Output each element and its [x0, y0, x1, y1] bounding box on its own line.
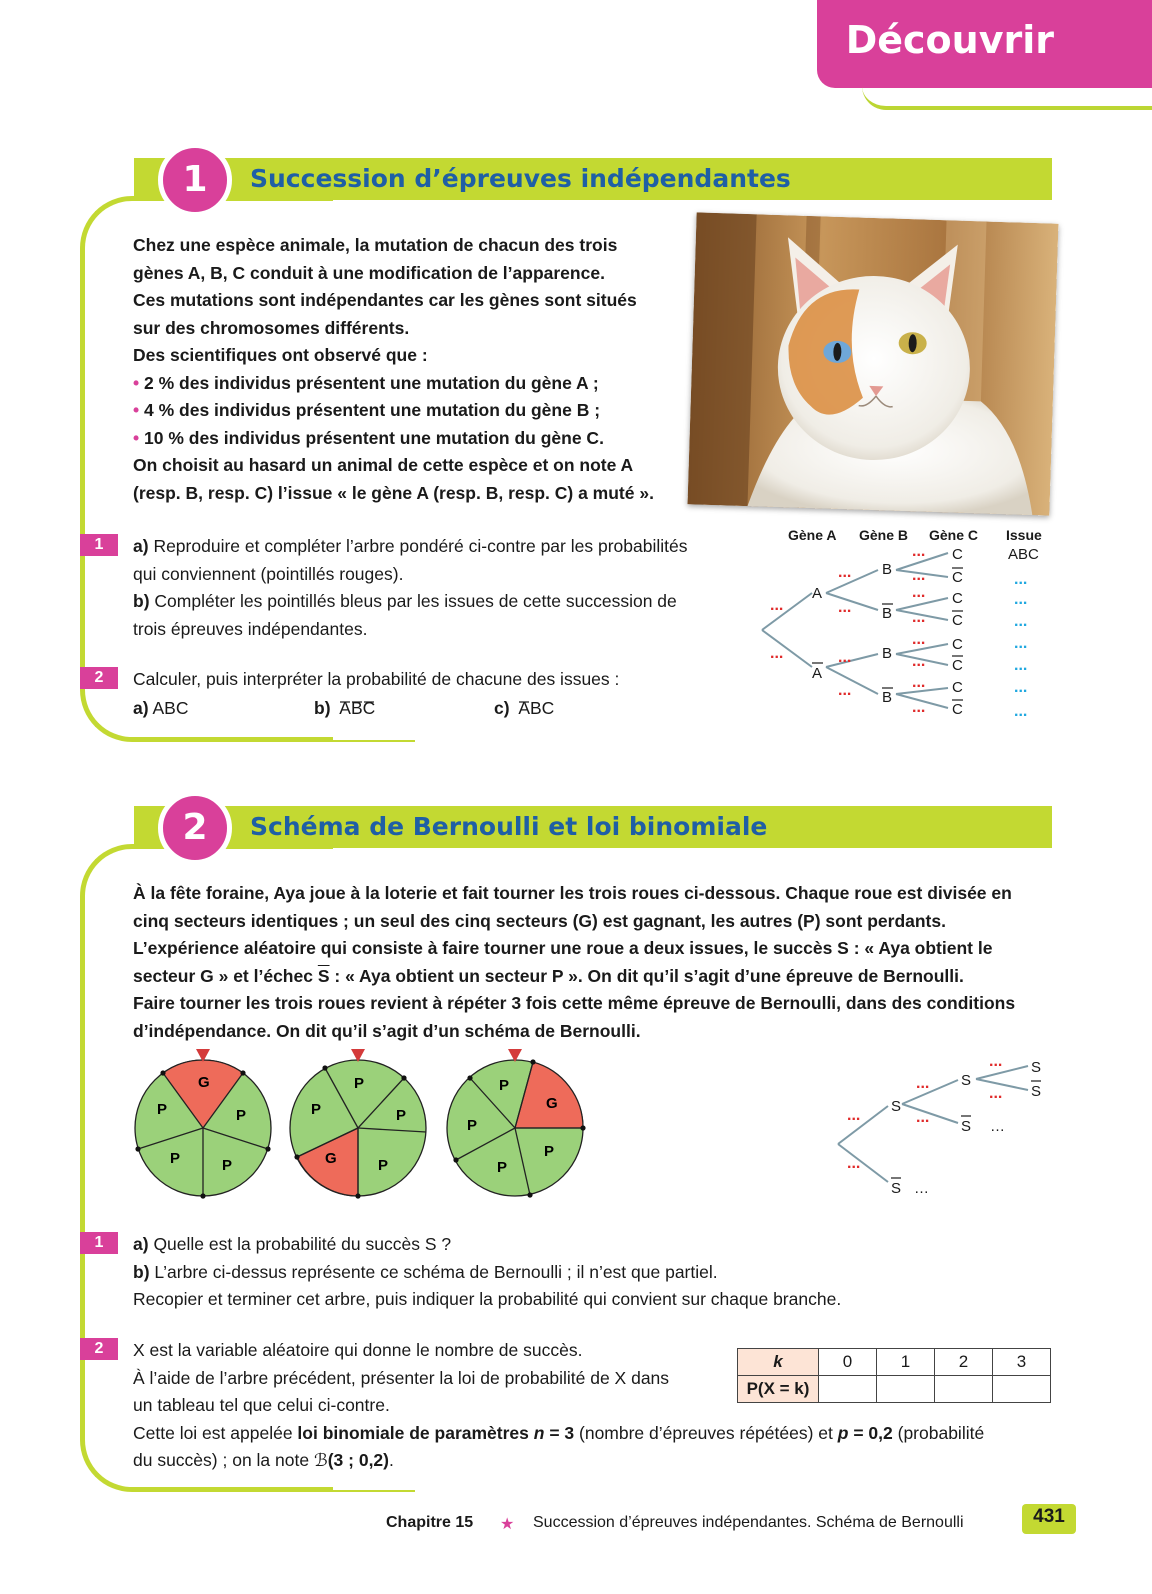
svg-text:...: ...	[912, 584, 926, 601]
outro-line: On choisit au hasard un animal de cette espèce et on note A	[133, 455, 634, 475]
bullet-item: • 2 % des individus présentent une mutation du gène A ;	[133, 372, 599, 393]
svg-text:...: ...	[1014, 679, 1028, 696]
svg-text:P: P	[354, 1075, 365, 1092]
wheel-1	[135, 1049, 271, 1199]
table-cell	[935, 1376, 993, 1403]
svg-text:P: P	[499, 1077, 510, 1094]
header-tag-label: Découvrir	[845, 18, 1054, 62]
section2-question2: X est la variable aléatoire qui donne le nombre de succès. À l’aide de l’arbre précédent, présenter la loi de probabilité de X dans un tableau tel que celui ci-contre. Cette loi est appelée loi binomiale de paramètres n = 3 (nombre d’épreuves répétées) et p = 0,2 (probabilité du succès) ; on la note ℬ(3 ; 0,2).	[133, 1340, 985, 1470]
bernoulli-tree	[830, 1050, 1060, 1200]
svg-text:S: S	[1031, 1083, 1042, 1100]
table-row	[738, 1349, 1051, 1376]
section2-statement: À la fête foraine, Aya joue à la loterie et fait tourner les trois roues ci-dessous. Chaque roue est divisée en cinq secteurs identiques ; un seul des cinq secteurs (G) est gagnant, les autres (P) sont perdants. L’expérience aléatoire qui consiste à faire tourner une roue a deux issues, le succès S : « Aya obtient le secteur G » et l’échec $\overline{S}$ : « Aya obtient un secteur P ». On dit qu’il s’agit d’une épreuve de Bernoulli. Faire tourner les trois roues revient à répéter 3 fois cette même épreuve de Bernoulli, dans des conditions d’indépendance. On dit qu’il s’agit d’un schéma de Bernoulli.	[133, 883, 1016, 1041]
svg-text:S: S	[891, 1180, 902, 1197]
section2-number: 2	[158, 791, 232, 865]
probability-law-table	[737, 1348, 1051, 1403]
svg-text:...: ...	[912, 674, 926, 691]
svg-text:P: P	[222, 1157, 233, 1174]
svg-text:...: ...	[989, 1085, 1003, 1102]
table-cell: 1	[877, 1349, 935, 1376]
svg-text:G: G	[198, 1074, 210, 1091]
section2-title: Schéma de Bernoulli et loi binomiale	[250, 812, 768, 841]
intro-line: Ces mutations sont indépendantes car les gènes sont situés	[133, 290, 637, 310]
question-number-1: 1	[80, 534, 118, 556]
svg-text:...: ...	[838, 649, 852, 666]
svg-text:C: C	[952, 701, 963, 718]
svg-text:...: ...	[912, 653, 926, 670]
svg-text:...: ...	[838, 564, 852, 581]
header-tag	[817, 0, 1152, 88]
svg-text:S: S	[1031, 1059, 1042, 1076]
svg-text:P: P	[378, 1157, 389, 1174]
footer-star-icon: ★	[500, 1516, 515, 1533]
svg-text:P: P	[170, 1150, 181, 1167]
svg-text:…: …	[914, 1180, 929, 1197]
svg-text:S: S	[961, 1118, 972, 1135]
svg-text:...: ...	[838, 599, 852, 616]
footer-title: Succession d’épreuves indépendantes. Schéma de Bernoulli	[533, 1514, 964, 1531]
svg-text:S: S	[891, 1098, 902, 1115]
svg-text:...: ...	[912, 567, 926, 584]
svg-text:B: B	[882, 605, 893, 622]
table-cell: 2	[935, 1349, 993, 1376]
svg-text:...: ...	[847, 1107, 861, 1124]
table-cell	[819, 1376, 877, 1403]
svg-text:...: ...	[770, 645, 784, 662]
svg-text:...: ...	[912, 609, 926, 626]
svg-text:...: ...	[770, 597, 784, 614]
answer-c: c) ABC	[494, 698, 555, 718]
table-cell	[993, 1376, 1051, 1403]
svg-text:...: ...	[838, 682, 852, 699]
section1-question2-text: Calculer, puis interpréter la probabilité de chacune des issues :	[133, 669, 620, 689]
svg-text:A: A	[812, 665, 823, 682]
answer-b: b) ABC	[314, 698, 376, 718]
table-cell: 3	[993, 1349, 1051, 1376]
section1-number: 1	[158, 143, 232, 217]
svg-text:C: C	[952, 612, 963, 629]
svg-text:...: ...	[912, 543, 926, 560]
svg-text:B: B	[882, 689, 893, 706]
svg-text:...: ...	[1014, 657, 1028, 674]
bullet-item: • 10 % des individus présentent une mutation du gène C.	[133, 427, 604, 448]
svg-text:...: ...	[916, 1075, 930, 1092]
table-header-probability: P(X = k)	[738, 1376, 819, 1403]
answer-a: a) ABC	[133, 698, 189, 718]
svg-text:C: C	[952, 679, 963, 696]
table-cell: 0	[819, 1349, 877, 1376]
section1-title: Succession d’épreuves indépendantes	[250, 164, 791, 193]
tree-header: Gène A	[788, 527, 837, 543]
svg-text:...: ...	[989, 1053, 1003, 1070]
wheel-2	[290, 1049, 426, 1199]
probability-tree-genes	[740, 520, 1060, 730]
intro-line: Chez une espèce animale, la mutation de chacun des trois	[133, 235, 618, 255]
svg-text:A: A	[812, 585, 823, 602]
svg-text:...: ...	[1014, 571, 1028, 588]
intro-line: sur des chromosomes différents.	[133, 317, 410, 338]
svg-text:P: P	[467, 1117, 478, 1134]
svg-text:...: ...	[847, 1155, 861, 1172]
svg-text:P: P	[157, 1101, 168, 1118]
footer-chapter: Chapitre 15	[386, 1514, 474, 1531]
wheel-3	[447, 1049, 586, 1198]
svg-text:P: P	[236, 1107, 247, 1124]
svg-text:C: C	[952, 546, 963, 563]
table-header-k: k	[738, 1349, 819, 1376]
cat-photo	[688, 212, 1059, 515]
svg-text:P: P	[396, 1107, 407, 1124]
lottery-wheels	[126, 1040, 596, 1200]
svg-text:...: ...	[1014, 591, 1028, 608]
svg-text:G: G	[325, 1150, 337, 1167]
svg-text:...: ...	[916, 1109, 930, 1126]
svg-text:S: S	[961, 1072, 972, 1089]
question-number-2: 2	[80, 1338, 118, 1360]
svg-text:...: ...	[1014, 703, 1028, 720]
svg-text:...: ...	[912, 699, 926, 716]
svg-text:...: ...	[912, 631, 926, 648]
svg-text:C: C	[952, 657, 963, 674]
page-number-badge	[1022, 1504, 1076, 1534]
svg-text:...: ...	[1014, 613, 1028, 630]
header-tag-underline	[862, 86, 1152, 110]
question-number-1: 1	[80, 1232, 118, 1254]
svg-text:C: C	[952, 636, 963, 653]
tree-header: Gène B	[859, 527, 909, 543]
intro-line: Des scientifiques ont observé que :	[133, 345, 428, 365]
bullet-item: • 4 % des individus présentent une mutation du gène B ;	[133, 400, 601, 420]
outro-line: (resp. B, resp. C) l’issue « le gène A (resp. B, resp. C) a muté ».	[133, 482, 654, 503]
table-row	[738, 1376, 1051, 1403]
svg-text:C: C	[952, 569, 963, 586]
svg-text:C: C	[952, 590, 963, 607]
svg-text:G: G	[546, 1095, 558, 1112]
question-number-2: 2	[80, 667, 118, 689]
tree-first-issue: ABC	[1008, 546, 1039, 563]
table-cell	[877, 1376, 935, 1403]
section2-question1: a) Quelle est la probabilité du succès S ? b) L’arbre ci-dessus représente ce schéma de Bernoulli ; il n’est que partiel. Recopier et terminer cet arbre, puis indiquer la probabilité qui convient sur chaque branche.	[133, 1234, 842, 1309]
tree-header: Issue	[1006, 527, 1042, 543]
svg-text:…: …	[990, 1118, 1005, 1135]
section1-question1: a) Reproduire et compléter l’arbre pondéré ci-contre par les probabilités qui conviennent (pointillés rouges). b) Compléter les pointillés bleus par les issues de cette succession de trois épreuves indépendantes.	[133, 536, 688, 639]
svg-text:...: ...	[1014, 635, 1028, 652]
page-number: 431	[1033, 1506, 1065, 1527]
svg-text:P: P	[497, 1159, 508, 1176]
svg-text:B: B	[882, 561, 893, 578]
tree-header: Gène C	[929, 527, 979, 543]
section1-statement	[133, 232, 693, 507]
svg-text:P: P	[544, 1143, 555, 1160]
intro-line: gènes A, B, C conduit à une modification de l’apparence.	[133, 262, 605, 283]
svg-text:B: B	[882, 645, 893, 662]
svg-text:P: P	[311, 1101, 322, 1118]
